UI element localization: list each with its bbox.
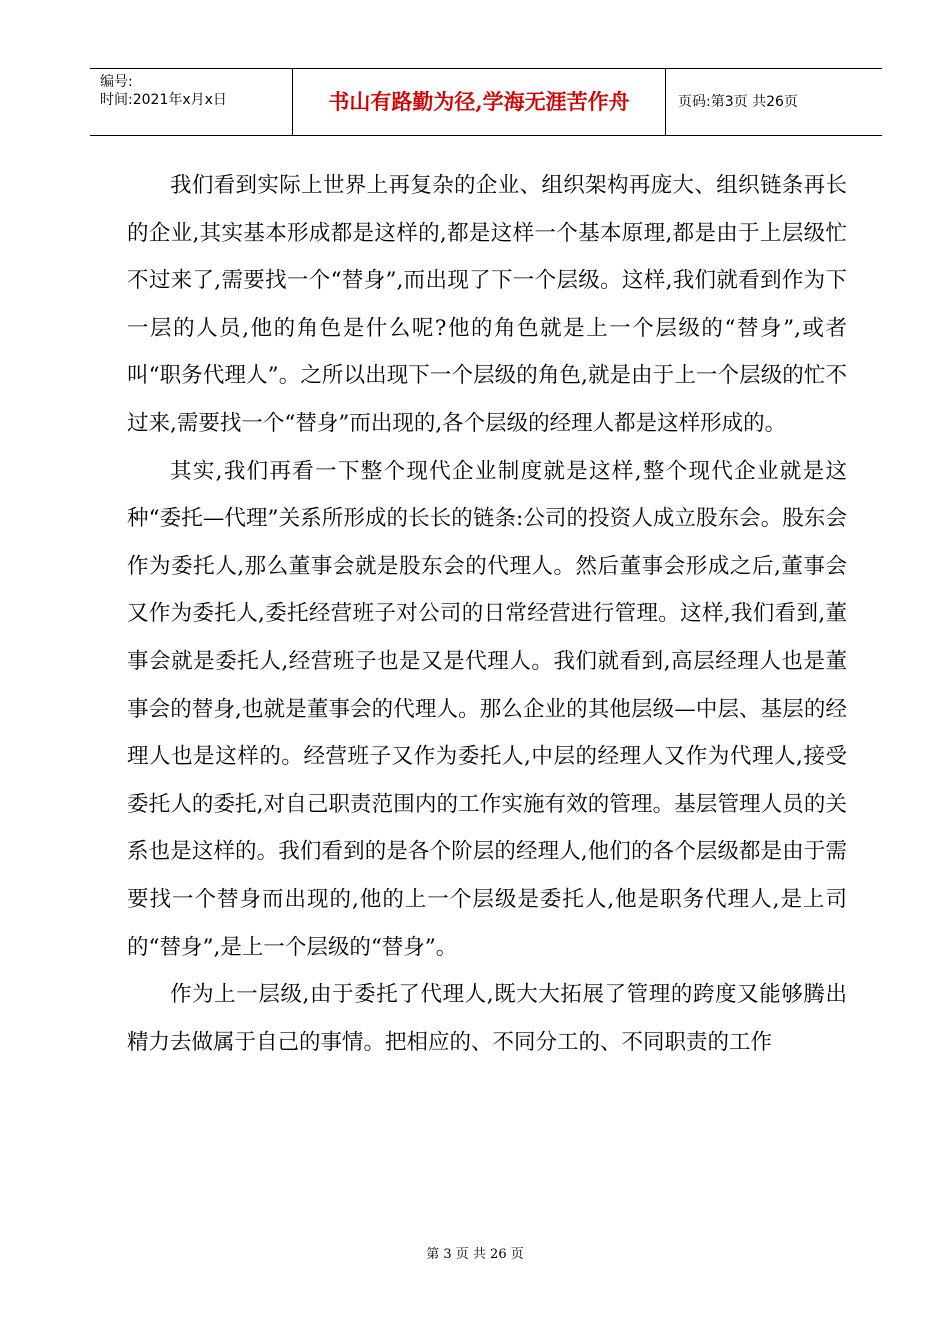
- header-motto: 书山有路勤为径,学海无涯苦作舟: [293, 69, 666, 135]
- document-time: 时间:2021年x月x日: [100, 92, 227, 108]
- paragraph: 我们看到实际上世界上再复杂的企业、组织架构再庞大、组织链条再长的企业,其实基本形成都是这样的,都是这样一个基本原理,都是由于上层级忙不过来了,需要找一个“替身”,而出现了下一个层级。这样,我们就看到作为下一层的人员,他的角色是什么呢?他的角色就是上一个层级的“替身”,或者叫“职务代理人”。之所以出现下一个层级的角色,就是由于上一个层级的忙不过来,需要找一个“替身”而出现的,各个层级的经理人都是这样形成的。: [127, 173, 847, 436]
- page-footer: 第 3 页 共 26 页: [426, 1247, 524, 1262]
- document-body: [127, 162, 847, 1066]
- paragraph: 作为上一层级,由于委托了代理人,既大大拓展了管理的跨度又能够腾出精力去做属于自己的事情。把相应的、不同分工的、不同职责的工作: [127, 982, 847, 1055]
- header-table: [90, 68, 882, 136]
- paragraph: 其实,我们再看一下整个现代企业制度就是这样,整个现代企业就是这种“委托—代理”关系所形成的长长的链条:公司的投资人成立股东会。股东会作为委托人,那么董事会就是股东会的代理人。然后董事会形成之后,董事会又作为委托人,委托经营班子对公司的日常经营进行管理。这样,我们看到,董事会就是委托人,经营班子也是又是代理人。我们就看到,高层经理人也是董事会的替身,也就是董事会的代理人。那么企业的其他层级—中层、基层的经理人也是这样的。经营班子又作为委托人,中层的经理人又作为代理人,接受委托人的委托,对自己职责范围内的工作实施有效的管理。基层管理人员的关系也是这样的。我们看到的是各个阶层的经理人,他们的各个层级都是由于需要找一个替身而出现的,他的上一个层级是委托人,他是职务代理人,是上司的“替身”,是上一个层级的“替身”。: [127, 458, 847, 960]
- header-meta-cell: [90, 69, 293, 135]
- header-page-info: 页码:第3页 共26页: [678, 94, 798, 110]
- document-number-label: 编号:: [100, 74, 133, 90]
